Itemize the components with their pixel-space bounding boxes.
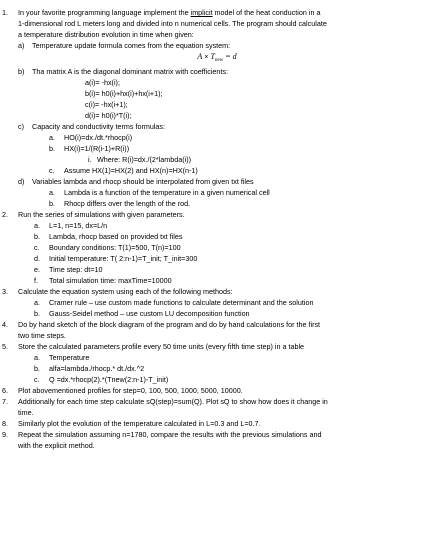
sub-item-1c: c) Capacity and conductivity terms formulas: [18,122,166,131]
sub-item: f. Total simulation time: maxTime=10000 [34,276,172,285]
equation: $A \times T_{new} = d$ [197,52,237,63]
list-item-4: 4. Do by hand sketch of the block diagram of the program and do by hand calculations for the first two time steps. [2,320,321,340]
sub-item: a. Temperature [34,353,90,362]
sub-sub-item: a. Lambda is a function of the temperature in a given numerical cell [49,188,270,197]
list-item-2: 2. Run the series of simulations with given parameters. [2,210,185,219]
item-number: 1. [2,8,8,17]
list-item-8: 8. Similarly plot the evolution of the temperature calculated in L=0.3 and L=0.7. [2,419,261,428]
sub-sub-item: b. Rhocp differs over the length of the rod. [49,199,191,208]
list-item-3: 3. Calculate the equation system using each of the following methods: [2,287,233,296]
sub-sub-item: b. HX(i)=1/(R(i-1)+R(i)) [49,144,130,153]
sub-item: e. Time step: dt=10 [34,265,103,274]
sub-item: b. alfa=lambda./rhocp.* dt./dx.^2 [34,364,145,373]
sub-sub-item: a. HO(i)=dx./dt.*rhocp(i) [49,133,133,142]
list-item-7: 7. Additionally for each time step calculate sQ(step)=sum(Q). Plot sQ to show how does it change in time. [2,397,328,417]
sub-sub-item: c. Assume HX(1)=HX(2) and HX(n)=HX(n-1) [49,166,198,175]
list-item-5: 5. Store the calculated parameters profile every 50 time units (every fifth time step) in a table [2,342,305,351]
list-item-6: 6. Plot abovementioned profiles for step=0, 100, 500, 1000, 5000, 10000. [2,386,243,395]
sub-item: b. Gauss-Seidel method – use custom LU decomposition function [34,309,250,318]
list-item-1: 1. In your favorite programming language implement the implicit model of the heat conduction in a 1-dimensional rod L meters long and divided into n numerical cells. The program should calculate a temperature distribution evolution in time when given: [2,8,327,39]
coefficient-line: b(i)= h0(i)+hx(i)+hx(i+1); [85,89,163,98]
sub-item-1a: a) Temperature update formula comes from the equation system: [18,41,231,50]
sub-item: b. Lambda, rhocp based on provided txt files [34,232,183,241]
sub-item-1d: d) Variables lambda and rhocp should be interpolated from given txt files [18,177,254,186]
sub-item: c. Boundary conditions: T(1)=500, T(n)=100 [34,243,181,252]
sub-item-1b: b) Tha matrix A is the diagonal dominant matrix with coefficients: [18,67,229,76]
sub-item: a. Cramer rule – use custom made functions to calculate determinant and the solution [34,298,314,307]
sub-item: c. Q =dx.*rhocp(2).*(Tnew(2:n-1)-T_init) [34,375,169,384]
sub-sub-sub-item: i. Where: R(i)=dx./(2*lambda(i)) [88,155,192,164]
coefficient-line: a(i)= -hx(i); [85,78,120,87]
coefficient-line: d(i)= h0(i)*T(i); [85,111,132,120]
coefficient-line: c(i)= -hx(i+1); [85,100,128,109]
sub-item: d. Initial temperature: T( 2:n-1)=T_init; T_init=300 [34,254,198,263]
sub-item: a. L=1, n=15, dx=L/n [34,221,108,230]
list-item-9: 9. Repeat the simulation assuming n=1780, compare the results with the previous simulations and with the explicit method. [2,430,322,450]
emphasis-implicit: implicit [190,8,213,17]
